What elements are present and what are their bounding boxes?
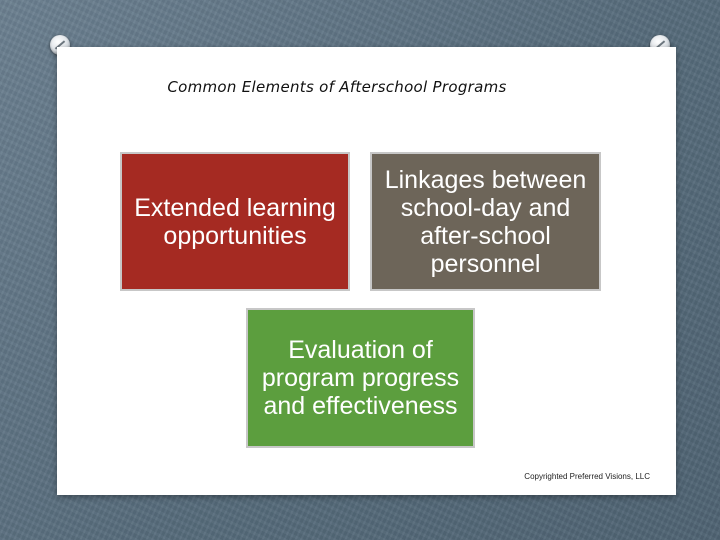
copyright-notice: Copyrighted Preferred Visions, LLC: [524, 472, 650, 481]
box-linkages: [370, 152, 601, 291]
box-extended-learning-text: Extended learning opportunities: [134, 193, 336, 250]
slide-title: Common Elements of Afterschool Programs: [167, 78, 507, 96]
box-extended-learning: [120, 152, 350, 291]
box-evaluation-text: Evaluation of program progress and effectiveness: [261, 336, 460, 420]
box-evaluation: [246, 308, 475, 448]
box-linkages-text: Linkages between school-day and after-school personnel: [384, 165, 587, 278]
